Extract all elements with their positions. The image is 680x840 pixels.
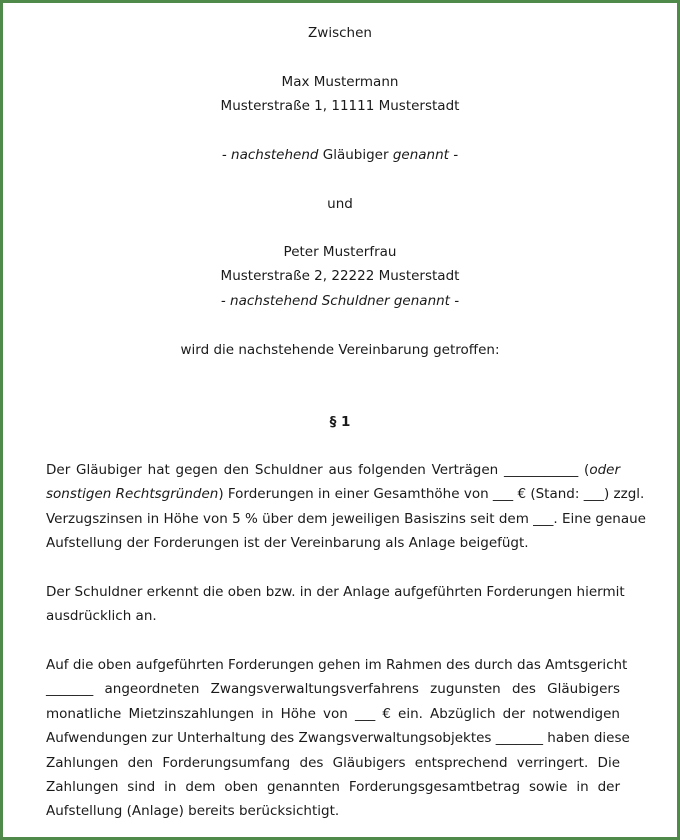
debtor-address: Musterstraße 2, 22222 Musterstadt [220,268,460,284]
creditor-role-pre: - nachstehend [221,147,323,163]
paragraph-line: Der Schuldner erkennt die oben bzw. in der Anlage aufgeführten Forderungen hiermit [46,584,625,600]
and-text: und [327,196,353,212]
paragraph-line: Aufstellung der Forderungen ist der Vereinbarung als Anlage beigefügt. [46,535,529,552]
paragraph-line: Zahlungen sind in dem oben genannten Forderungsgesamtbetrag sowie in der [46,778,620,795]
creditor-role-word: Gläubiger [322,147,389,163]
paragraph-line: Aufstellung (Anlage) bereits berücksichtigt. [46,803,340,820]
paragraph-line: Aufwendungen zur Unterhaltung des Zwangsverwaltungsobjektes _______ haben diese [46,730,630,747]
paragraph-line: ausdrücklich an. [46,608,157,625]
paragraph-claims [46,458,646,556]
section-heading: § 1 [329,414,351,430]
paragraph-line: Auf die oben aufgeführten Forderungen gehen im Rahmen des durch das Amtsgericht [46,657,628,673]
intro-text: Zwischen [308,25,372,41]
agreement-text: wird die nachstehende Vereinbarung getroffen: [180,342,500,358]
paragraph-line: _______ angeordneten Zwangsverwaltungsverfahrens zugunsten des Gläubigers [46,681,620,698]
paragraph-line: monatliche Mietzinszahlungen in Höhe von ___ € ein. Abzüglich der notwendigen [46,705,620,722]
paragraph-line: Der Gläubiger hat gegen den Schuldner aus folgenden Verträgen ___________ (oder [46,462,620,478]
creditor-role [3,146,677,164]
creditor-role-post: genannt - [388,147,459,163]
paragraph-acknowledgement [46,580,625,629]
paragraph-payments [46,653,630,824]
paragraph-line: Zahlungen den Forderungsumfang des Gläubigers entsprechend verringert. Die [46,754,620,771]
debtor-name: Peter Musterfrau [283,244,397,260]
creditor-address: Musterstraße 1, 11111 Musterstadt [220,98,460,114]
debtor-role: - nachstehend Schuldner genannt - [220,293,460,309]
creditor-name: Max Mustermann [281,74,399,90]
paragraph-line: Verzugszinsen in Höhe von 5 % über dem jeweiligen Basiszins seit dem ___. Eine genaue [46,510,646,527]
paragraph-line: sonstigen Rechtsgründen) Forderungen in einer Gesamthöhe von ___ € (Stand: ___) zzgl. [46,486,645,503]
